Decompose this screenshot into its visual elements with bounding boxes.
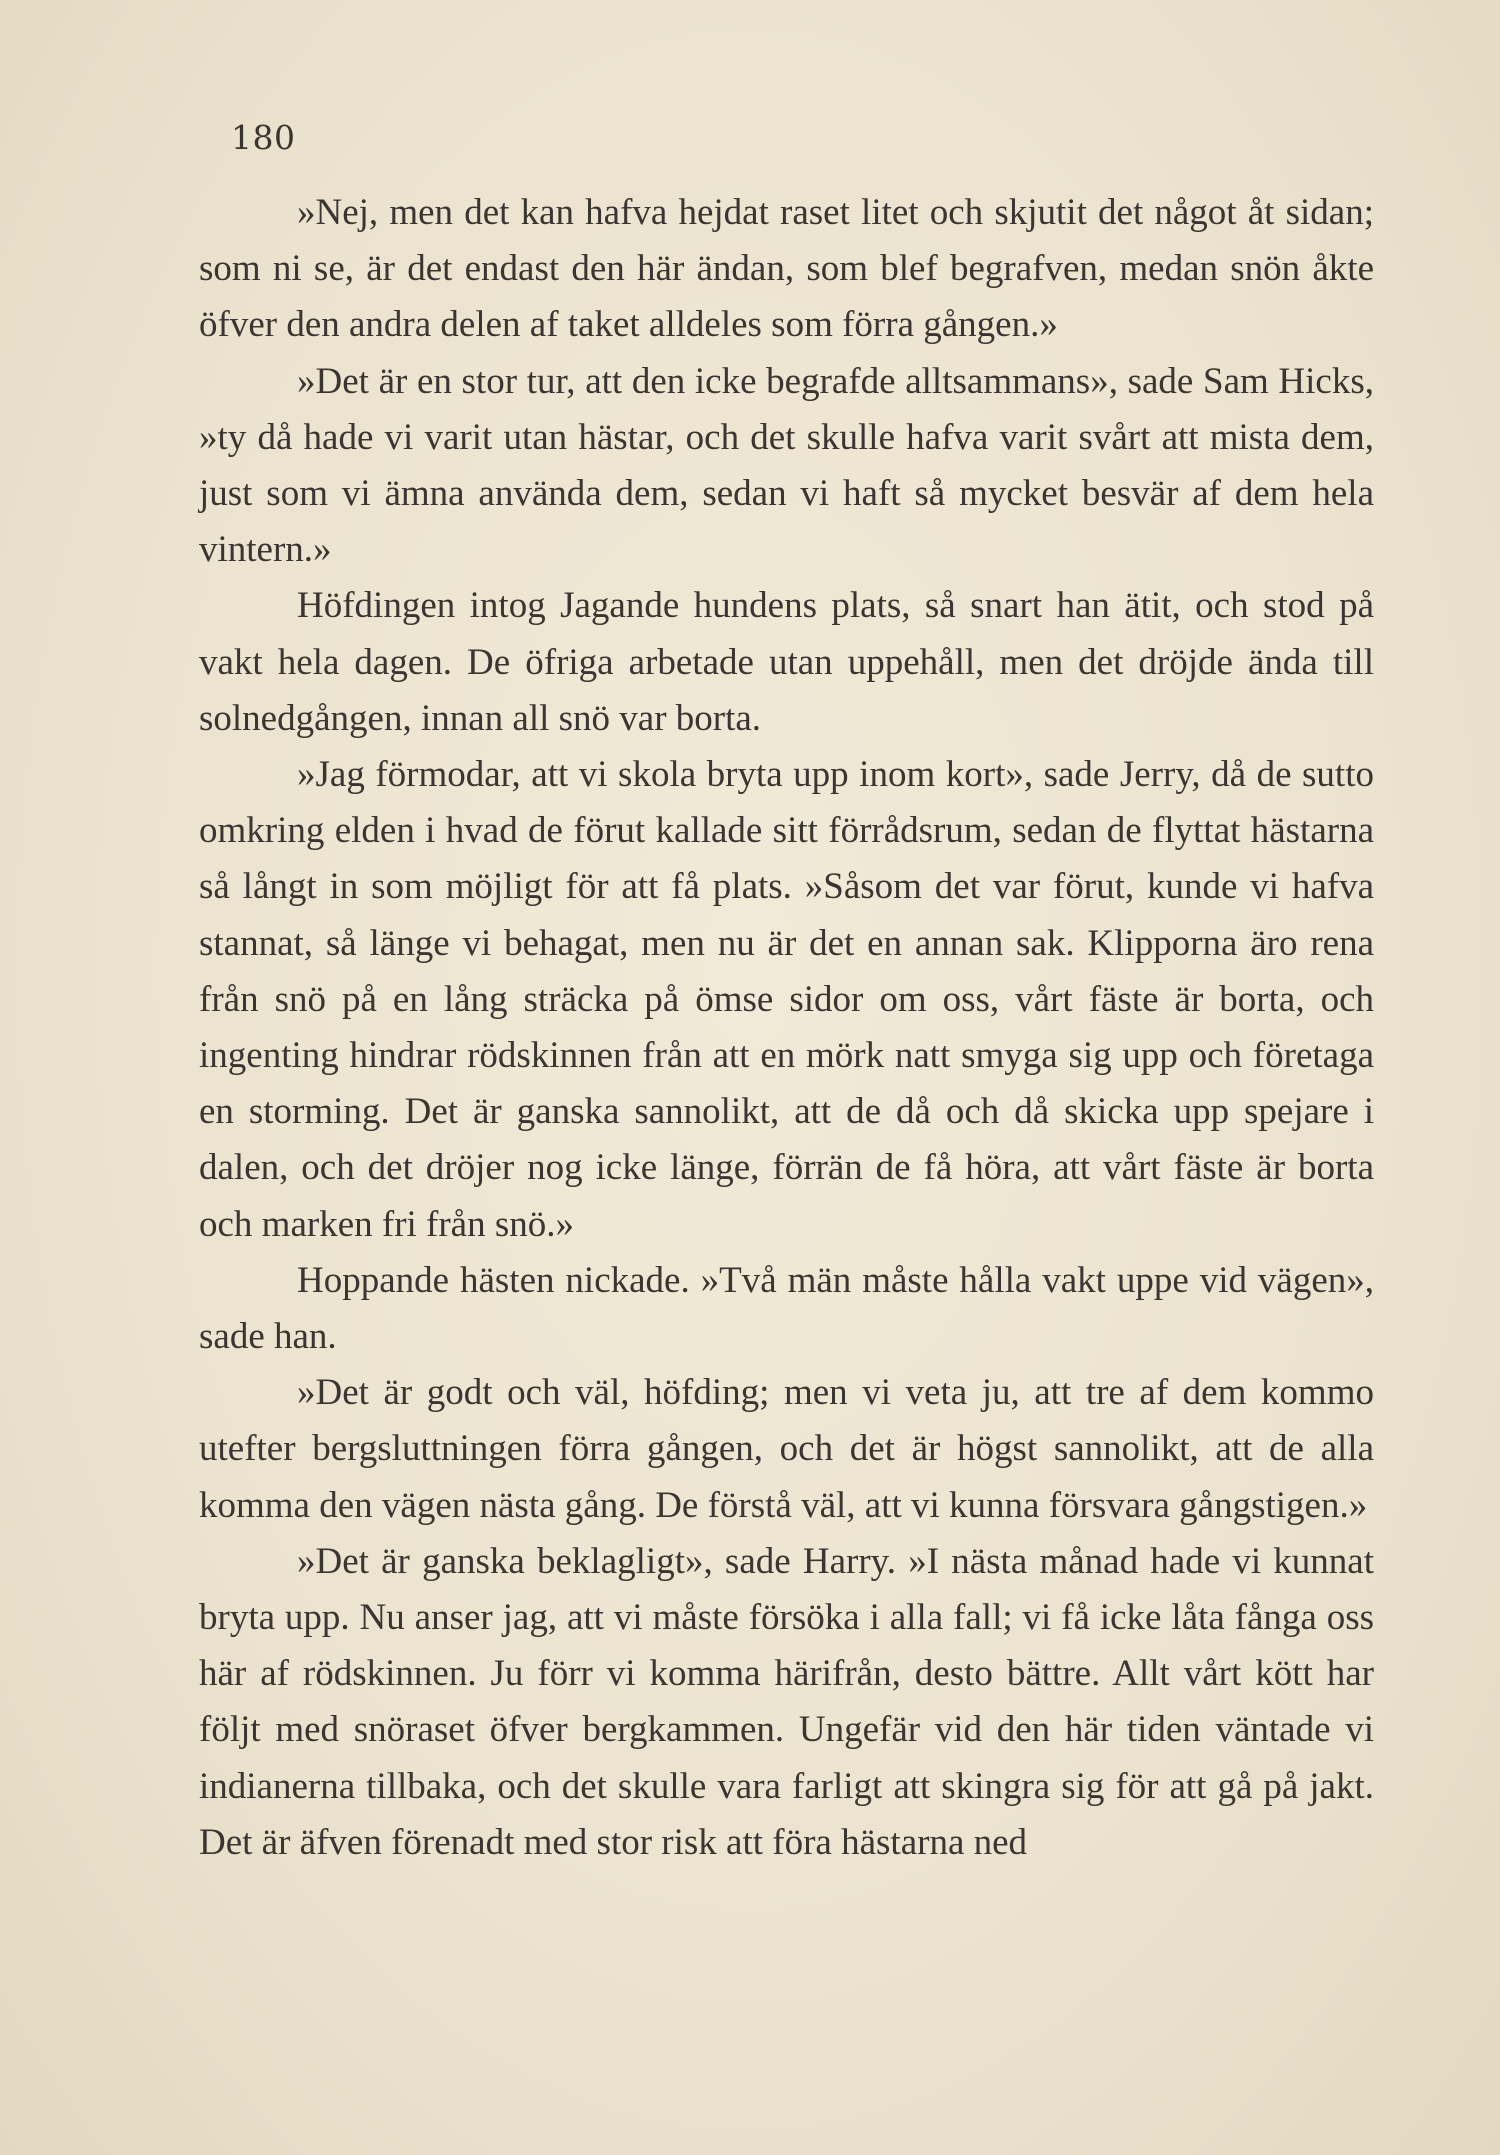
body-text bbox=[199, 185, 1374, 1871]
paragraph-1: »Nej, men det kan hafva hejdat raset litet och skjutit det något åt sidan; som ni se, är det endast den här ändan, som blef begrafven, medan snön åkte öfver den andra delen af taket alldeles som förra gången.» bbox=[199, 192, 1374, 346]
paragraph-4: »Jag förmodar, att vi skola bryta upp inom kort», sade Jerry, då de sutto omkring elden i hvad de förut kallade sitt förrådsrum, sedan de flyttat hästarna så långt in som möjligt för att få plats. »Såsom det var förut, kunde vi hafva stannat, så länge vi behagat, men nu är det en annan sak. Klipporna äro rena från snö på en lång sträcka på ömse sidor om oss, vårt fäste är borta, och ingenting hindrar rödskinnen från att en mörk natt smyga sig upp och företaga en storming. Det är ganska sannolikt, att de då och då skicka upp spejare i dalen, och det dröjer nog icke länge, förrän de få höra, att vårt fäste är borta och marken fri från snö.» bbox=[199, 754, 1374, 1245]
page-number: 180 bbox=[231, 118, 296, 157]
paragraph-2: »Det är en stor tur, att den icke begrafde alltsammans», sade Sam Hicks, »ty då hade vi varit utan hästar, och det skulle hafva varit svårt att mista dem, just som vi ämna använda dem, sedan vi haft så mycket besvär af dem hela vintern.» bbox=[199, 360, 1374, 571]
paragraph-3: Höfdingen intog Jagande hundens plats, så snart han ätit, och stod på vakt hela dagen. De öfriga arbetade utan uppehåll, men det dröjde ända till solnedgången, innan all snö var borta. bbox=[199, 585, 1374, 739]
paragraph-7: »Det är ganska beklagligt», sade Harry. »I nästa månad hade vi kunnat bryta upp. Nu anser jag, att vi måste försöka i alla fall; vi få icke låta fånga oss här af rödskinnen. Ju förr vi komma härifrån, desto bättre. Allt vårt kött har följt med snöraset öfver bergkammen. Ungefär vid den här tiden väntade vi indianerna tillbaka, och det skulle vara farligt att skingra sig för att gå på jakt. Det är äfven förenadt med stor risk att föra hästarna ned bbox=[199, 1540, 1374, 1863]
paragraph-5: Hoppande hästen nickade. »Två män måste hålla vakt uppe vid vägen», sade han. bbox=[199, 1259, 1374, 1358]
paragraph-6: »Det är godt och väl, höfding; men vi veta ju, att tre af dem kommo utefter bergsluttningen förra gången, och det är högst sannolikt, att de alla komma den vägen nästa gång. De förstå väl, att vi kunna försvara gångstigen.» bbox=[199, 1372, 1374, 1526]
